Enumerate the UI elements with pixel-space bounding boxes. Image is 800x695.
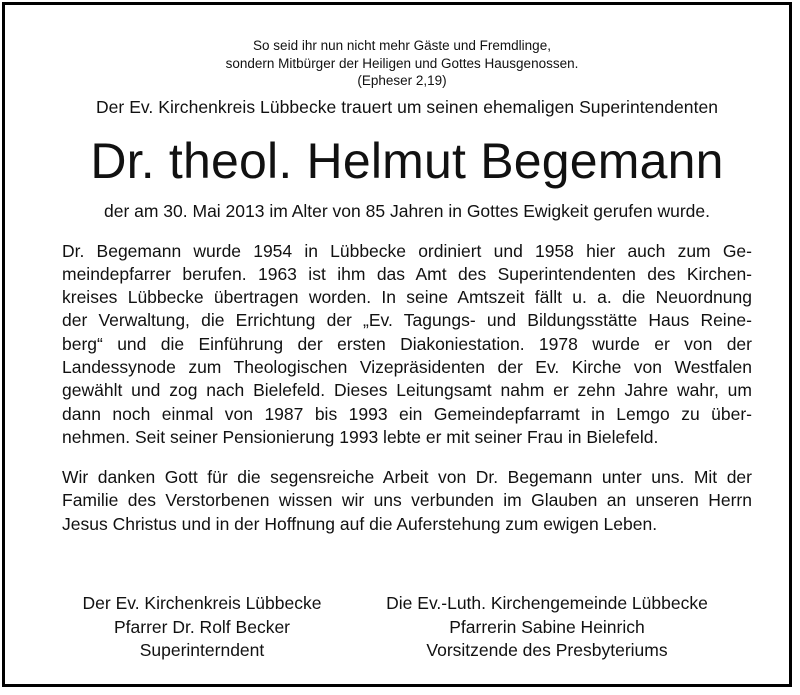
bible-verse [202,37,602,90]
verse-reference: (Epheser 2,19) [357,73,447,88]
signature-right-person: Pfarrerin Sabine Heinrich [449,616,645,637]
death-notice-line: der am 30. Mai 2013 im Alter von 85 Jahren in Gottes Ewigkeit gerufen wurde. [103,200,710,221]
thanks-paragraph [62,466,752,536]
biography-line: meindepfarrer berufen. 1963 ist ihm das Amt des Superintendenten des Kirchen- [62,263,752,284]
deceased-name: Dr. theol. Helmut Begemann [90,132,724,189]
biography-paragraph [62,240,752,450]
signature-right-org: Die Ev.-Luth. Kirchengemeinde Lübbecke [386,593,708,613]
thanks-line: Wir danken Gott für die segensreiche Arbeit von Dr. Begemann unter uns. Mit der [62,467,752,488]
thanks-line: Familie des Verstorbenen wissen wir uns verbunden im Glauben an unseren Herrn [62,490,752,511]
biography-line: nehmen. Seit seiner Pensionierung 1993 lebte er mit seiner Frau in Bielefeld. [62,426,659,447]
signature-left-role: Superinterndent [139,640,265,660]
biography-line: gewählt und zog nach Bielefeld. Dieses Leitungsamt nahm er zehn Jahre wahr, um [62,380,752,401]
biography-line: Dr. Begemann wurde 1954 in Lübbecke ordiniert und 1958 hier auch zum Ge- [62,240,752,261]
signature-right-role: Vorsitzende des Presbyteriums [426,640,668,660]
signature-left-person: Pfarrer Dr. Rolf Becker [113,616,291,637]
signature-left [52,592,352,663]
biography-line: kreises Lübbecke übertragen worden. In seine Amtszeit fällt u. a. die Neuordnung [62,287,752,308]
obituary-frame [2,2,792,687]
intro-line: Der Ev. Kirchenkreis Lübbecke trauert um seinen ehemaligen Superintendenten [95,96,719,117]
thanks-line: Jesus Christus und in der Hoffnung auf die Auferstehung zum ewigen Leben. [62,513,658,534]
biography-line: berg“ und die Einführung der ersten Diakoniestation. 1978 wurde er von der [62,333,752,354]
verse-line-2: sondern Mitbürger der Heiligen und Gottes Hausgenossen. [225,55,579,71]
biography-line: Landessynode zum Theologischen Vizepräsidenten der Ev. Kirche von Westfalen [62,356,752,377]
signature-right [362,592,732,663]
signature-left-org: Der Ev. Kirchenkreis Lübbecke [82,593,322,613]
biography-line: der Verwaltung, die Errichtung der „Ev. Tagungs- und Bildungsstätte Haus Reine- [62,310,752,331]
verse-line-1: So seid ihr nun nicht mehr Gäste und Fremdlinge, [253,38,551,53]
obituary-content [62,37,752,660]
biography-line: dann noch einmal von 1987 bis 1993 ein Gemeindepfarramt in Lemgo zu über- [62,403,752,424]
